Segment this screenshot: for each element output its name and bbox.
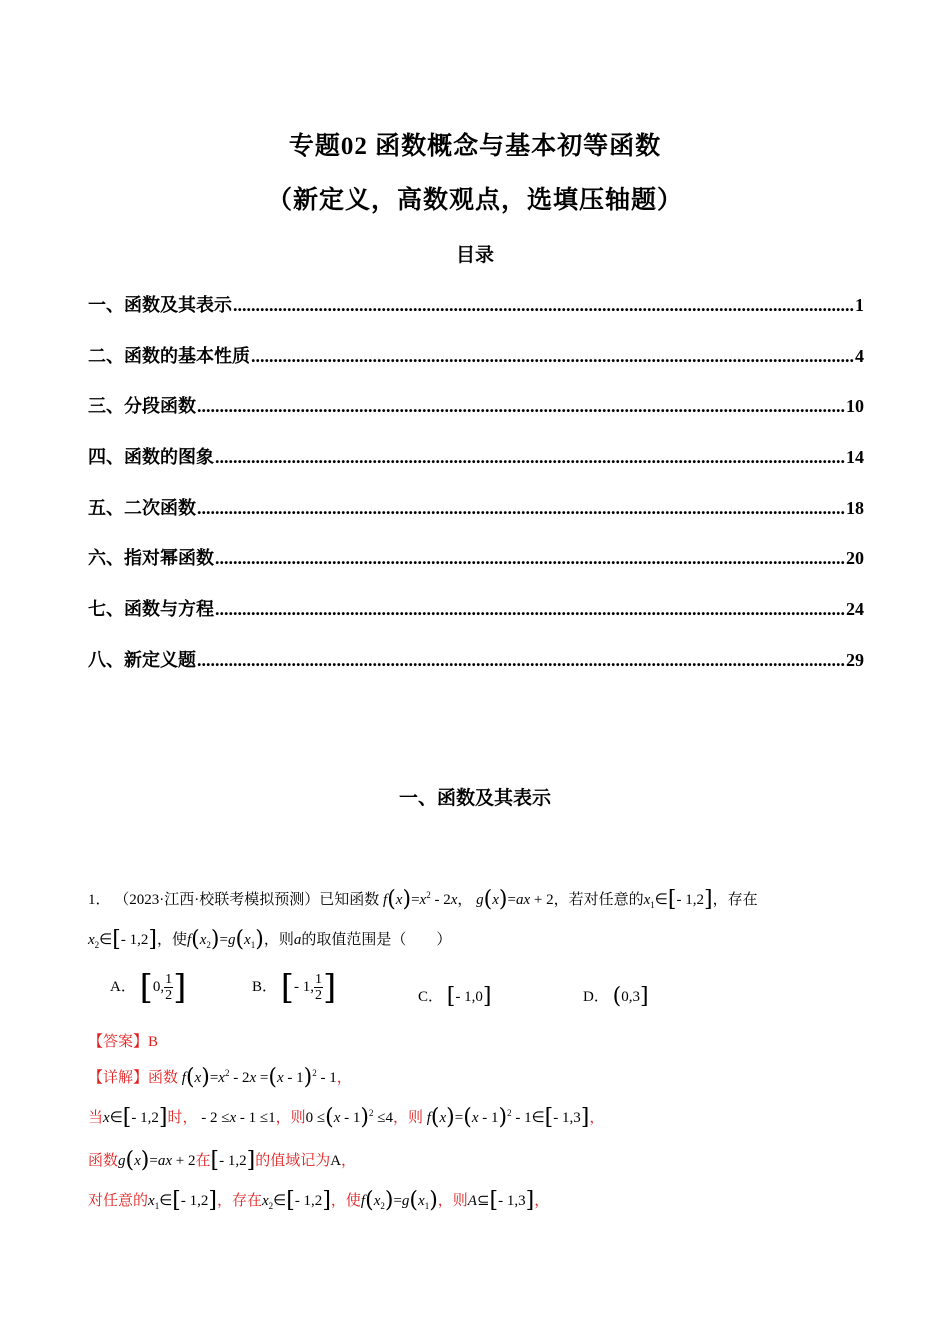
math-subset: A⊆[- 1,3] — [467, 1188, 535, 1213]
toc-entry[interactable] — [88, 595, 864, 646]
toc-entry[interactable] — [88, 392, 864, 443]
math-set-a: A — [330, 1153, 342, 1169]
math-x2-domain: $x_2\in[-$ 1,2] — [88, 927, 157, 952]
toc-entry-label: 六、指对幂函数 — [88, 548, 214, 569]
toc-leader — [251, 346, 854, 367]
toc-entry[interactable] — [88, 494, 864, 545]
option-letter: D． — [583, 989, 609, 1005]
toc-entry[interactable] — [88, 342, 864, 393]
answer-label: 【答案】 — [88, 1034, 149, 1050]
document-title: 专题02 函数概念与基本初等函数 — [288, 133, 662, 160]
math-x1-domain: $x_1\in[-$ 1,2] — [148, 1188, 217, 1213]
option-letter: A． — [110, 978, 136, 995]
option-c[interactable]: C． [- 1,0] — [418, 984, 492, 1009]
toc-leader — [215, 447, 845, 468]
toc-entry[interactable] — [88, 544, 864, 595]
toc-entry-page: 1 — [855, 295, 864, 315]
table-of-contents — [88, 291, 864, 697]
problem-text: ，使 — [156, 932, 187, 948]
toc-entry-page: 20 — [846, 548, 864, 569]
document-subtitle: （新定义，高数观点，选填压轴题） — [266, 187, 683, 214]
math-x2-domain: $x_2\in[-$ 1,2] — [261, 1188, 331, 1213]
math-a: a — [293, 932, 302, 948]
answer-value: B — [148, 1034, 159, 1050]
solution-line-3: 函数g(x)=ax + 2在[- 1,2]的值域记为A， — [88, 1148, 357, 1173]
math-inequality-1: - 2 ≤x - 1 ≤1 — [201, 1110, 276, 1126]
option-a[interactable]: A． [0, $\frac{1}{2}$ ] — [110, 967, 187, 1008]
answer-line — [88, 1030, 158, 1051]
math-g: g(x)=ax + 2 — [476, 887, 554, 912]
toc-heading: 目录 — [455, 245, 494, 266]
math-f-vertex-form: $f(x)=x^2 - 2x =(x - 1)^2 - 1$ — [181, 1065, 337, 1090]
math-f-range: f(x)=(x - 1)$^2$ - 1∈[- 1,3] — [426, 1105, 590, 1130]
solution-text: ，使 — [330, 1193, 361, 1209]
problem-number: 1． — [88, 892, 111, 908]
toc-entry-page: 29 — [846, 649, 864, 670]
option-d[interactable]: D． (0,3] — [583, 984, 649, 1009]
math-x1-domain: $x_1\in[-$ 1,2] — [643, 887, 713, 912]
solution-line-2: 当x∈[- 1,2]时， - 2 ≤x - 1 ≤1，则0 ≤(x - 1)$^2$ ≤4，则 f(x)=(x - 1)$^2$ - 1∈[- 1,3]， — [88, 1105, 605, 1130]
problem-line-2 — [88, 927, 451, 952]
toc-entry-label: 二、函数的基本性质 — [88, 345, 250, 366]
math-inequality-2: 0 ≤(x - 1)$^2$ ≤4 — [305, 1105, 393, 1130]
toc-entry[interactable] — [88, 443, 864, 494]
toc-leader — [197, 498, 845, 519]
toc-entry-label: 五、二次函数 — [88, 497, 196, 518]
toc-entry-label: 七、函数与方程 — [88, 599, 214, 620]
toc-entry-page: 14 — [846, 447, 864, 468]
toc-leader — [215, 599, 845, 620]
solution-text: 当 — [88, 1110, 104, 1126]
toc-entry-page: 4 — [855, 345, 864, 366]
solution-line-4: 对任意的$x_1\in[-$ 1,2]，存在$x_2\in[-$ 1,2]，使$f(x_2)=g(x_1)$，则A⊆[- 1,3]， — [88, 1188, 550, 1213]
problem-text: 的取值范围是（ ） — [301, 932, 452, 948]
math-g: g(x)=ax + 2 — [118, 1148, 196, 1173]
toc-entry-label: 四、函数的图象 — [88, 447, 214, 468]
toc-entry-label: 一、函数及其表示 — [88, 295, 232, 315]
solution-text: 函数 — [88, 1153, 119, 1169]
solution-label: 【详解】 — [88, 1070, 149, 1086]
math-condition: $f(x_2)=g(x_1)$ — [186, 927, 264, 952]
solution-text: 对任意的 — [88, 1193, 149, 1209]
solution-line-1: 【详解】函数 $f(x)=x^2 - 2x =(x - 1)^2 - 1$， — [88, 1065, 352, 1090]
toc-entry-page: 10 — [846, 396, 864, 417]
toc-leader — [233, 295, 854, 316]
solution-text: ，则 — [275, 1110, 306, 1126]
problem-line-1: 1． （2023·江西·校联考模拟预测）已知函数 $f(x)=x^2 - 2x$， g(x)=ax + 2，若对任意的$x_1\in[-$ 1,2]，存在 — [88, 887, 758, 912]
math-x-domain: x∈[- 1,2] — [103, 1105, 168, 1130]
problem-source: （2023·江西·校联考模拟预测） — [114, 892, 320, 908]
option-b[interactable]: B． [- 1, $\frac{1}{2}$ ] — [252, 967, 337, 1008]
option-letter: B． — [252, 978, 278, 995]
toc-entry-page: 18 — [846, 497, 864, 518]
solution-text: ，存在 — [216, 1193, 262, 1209]
option-letter: C． — [418, 989, 444, 1005]
toc-leader — [197, 396, 845, 417]
solution-text: 函数 — [148, 1070, 179, 1086]
toc-entry-label: 八、新定义题 — [88, 649, 196, 670]
solution-text: 时， — [167, 1110, 198, 1126]
solution-text: 的值域记为 — [255, 1153, 331, 1169]
toc-leader — [197, 650, 845, 671]
math-f: $f(x)=x^2 - 2x$ — [383, 887, 458, 912]
toc-entry-label: 三、分段函数 — [88, 396, 196, 417]
problem-text: 已知函数 — [319, 892, 380, 908]
problem-text: ，则 — [263, 932, 294, 948]
solution-text: ，则 — [392, 1110, 423, 1126]
toc-entry[interactable] — [88, 291, 864, 342]
toc-entry-page: 24 — [846, 599, 864, 620]
math-interval: [- 1,2] — [210, 1148, 256, 1173]
toc-entry[interactable] — [88, 646, 864, 697]
problem-text: ，存在 — [712, 892, 758, 908]
toc-leader — [215, 548, 845, 569]
solution-text: ，则 — [437, 1193, 468, 1209]
solution-text: 在 — [195, 1153, 211, 1169]
section-heading: 一、函数及其表示 — [398, 788, 551, 809]
math-condition: $f(x_2)=g(x_1)$ — [360, 1188, 438, 1213]
problem-text: ，若对任意的 — [553, 892, 644, 908]
